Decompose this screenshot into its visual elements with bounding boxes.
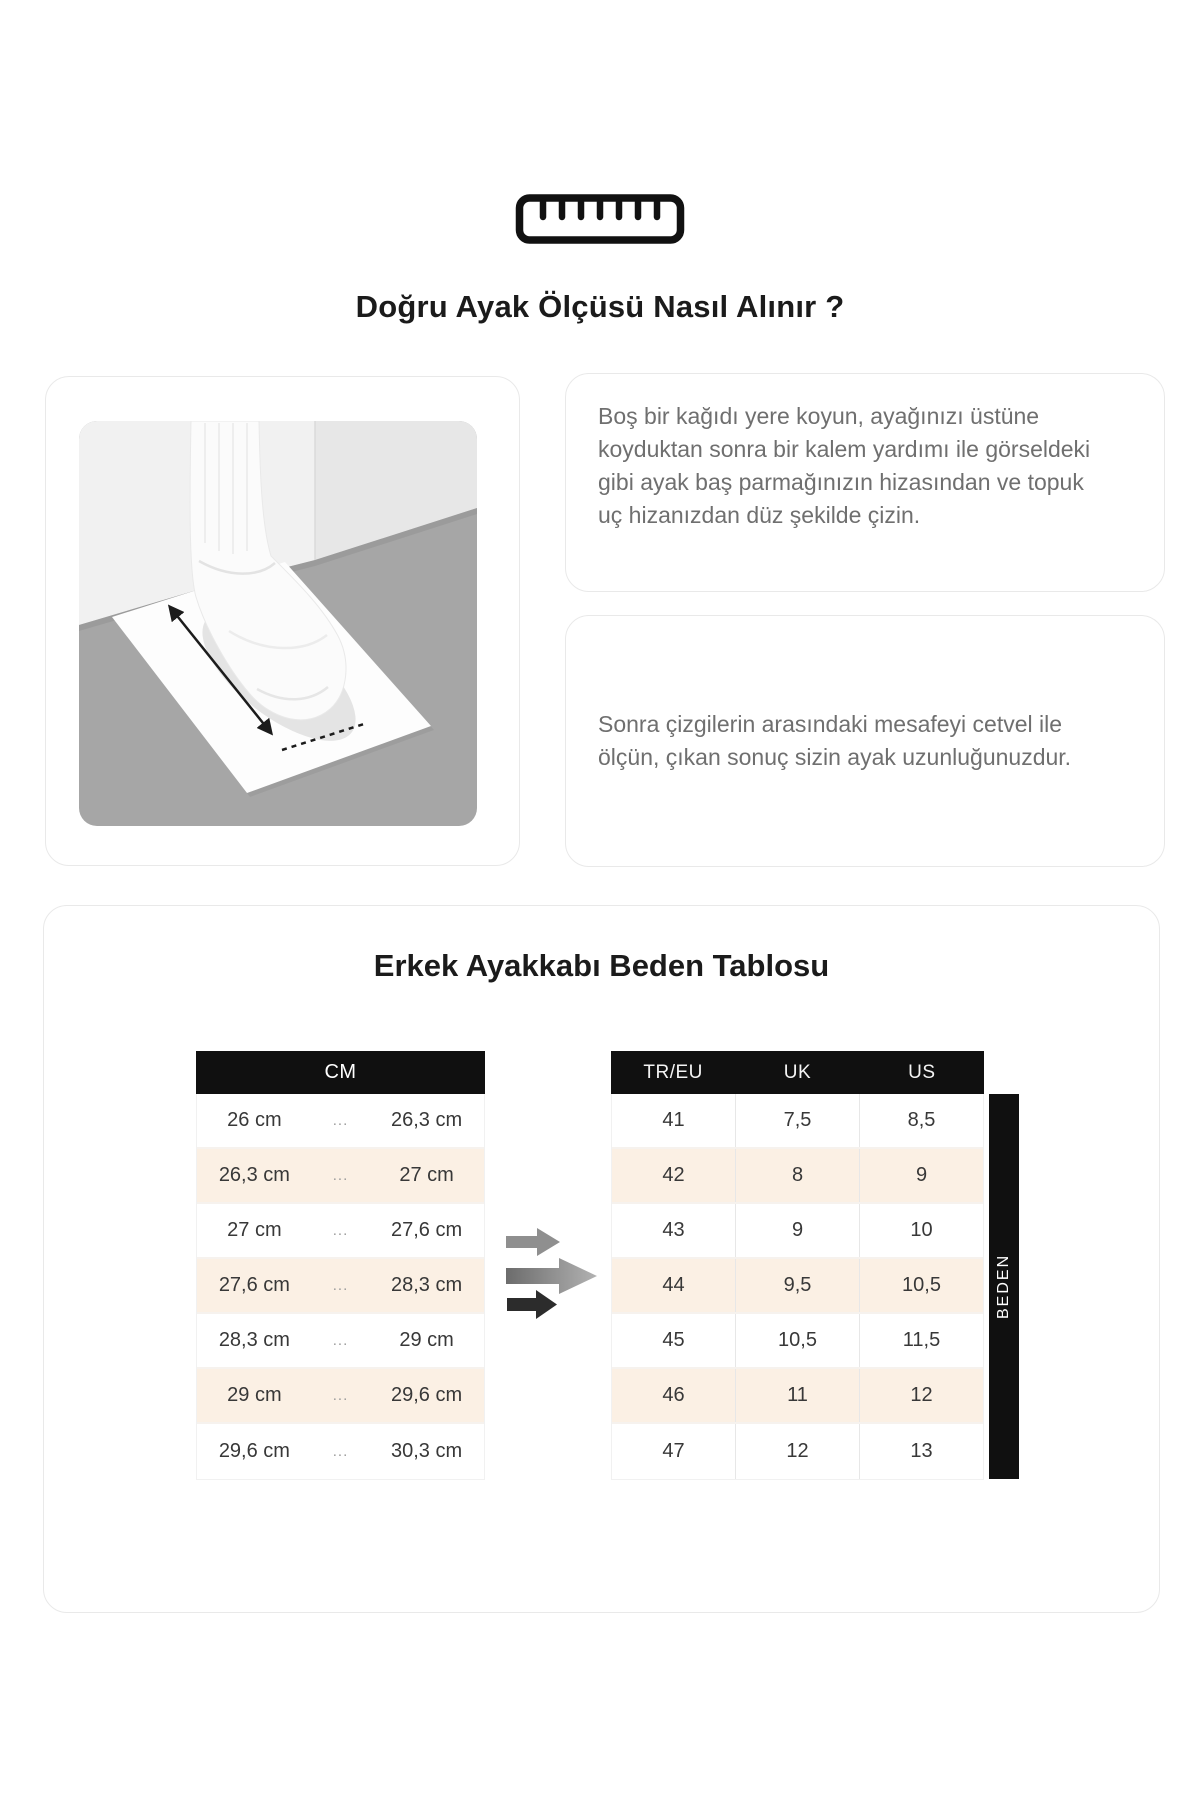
size-tr-eu: 43 xyxy=(662,1219,685,1241)
size-tr-eu: 42 xyxy=(662,1164,685,1186)
size-table-card xyxy=(43,905,1160,1613)
cm-range-to: 29,6 cm xyxy=(391,1384,463,1406)
size-row xyxy=(612,1259,983,1314)
foot-measurement-photo xyxy=(79,421,477,826)
cm-range-to: 27 cm xyxy=(399,1164,454,1186)
cm-range-separator: ... xyxy=(332,1332,349,1349)
size-row xyxy=(612,1424,983,1479)
cm-range-separator: ... xyxy=(332,1167,349,1184)
column-header-us: US xyxy=(908,1061,936,1083)
cm-table-body xyxy=(196,1094,485,1480)
size-row xyxy=(612,1369,983,1424)
size-us: 10,5 xyxy=(859,1259,983,1312)
column-header-tr-eu: TR/EU xyxy=(643,1061,703,1083)
size-conversion-table xyxy=(611,1051,984,1480)
cm-table-header: CM xyxy=(196,1051,485,1094)
measurement-photo-card xyxy=(45,376,520,866)
cm-range-from: 29 cm xyxy=(227,1384,282,1406)
size-us: 11,5 xyxy=(859,1314,983,1367)
cm-range-row xyxy=(197,1314,484,1369)
size-tr-eu: 41 xyxy=(662,1109,685,1131)
size-tr-eu: 47 xyxy=(662,1440,685,1462)
size-us: 13 xyxy=(859,1424,983,1479)
size-row xyxy=(612,1094,983,1149)
cm-range-from: 28,3 cm xyxy=(218,1329,290,1351)
size-tr-eu: 44 xyxy=(662,1274,685,1296)
size-us: 8,5 xyxy=(859,1094,983,1147)
cm-range-table xyxy=(196,1051,485,1480)
ruler-icon-wrap xyxy=(0,193,1200,245)
cm-range-separator: ... xyxy=(332,1387,349,1404)
size-row xyxy=(612,1314,983,1369)
beden-side-label: BEDEN xyxy=(989,1094,1019,1479)
cm-range-to: 28,3 cm xyxy=(391,1274,463,1296)
column-header-uk: UK xyxy=(783,1061,812,1083)
arrow-right-icon xyxy=(507,1286,559,1323)
cm-range-from: 27 cm xyxy=(227,1219,282,1241)
cm-range-to: 29 cm xyxy=(399,1329,454,1351)
size-uk: 7,5 xyxy=(735,1094,859,1147)
size-us: 12 xyxy=(859,1369,983,1422)
cm-range-to: 30,3 cm xyxy=(391,1440,463,1462)
ruler-icon xyxy=(515,193,685,245)
size-uk: 9 xyxy=(735,1204,859,1257)
instruction-step-2 xyxy=(565,615,1165,867)
size-uk: 11 xyxy=(735,1369,859,1422)
cm-range-row xyxy=(197,1259,484,1314)
cm-range-row xyxy=(197,1149,484,1204)
instruction-step-1 xyxy=(565,373,1165,592)
cm-range-to: 27,6 cm xyxy=(391,1219,463,1241)
size-table-title: Erkek Ayakkabı Beden Tablosu xyxy=(373,948,830,983)
cm-range-row xyxy=(197,1369,484,1424)
instruction-step-2-text: Sonra çizgilerin arasındaki mesafeyi cetvel ile ölçün, çıkan sonuç sizin ayak uzunluğunuzdur. xyxy=(598,711,1072,770)
size-tr-eu: 45 xyxy=(662,1329,685,1351)
size-row xyxy=(612,1204,983,1259)
size-uk: 8 xyxy=(735,1149,859,1202)
size-table-header-row xyxy=(611,1051,984,1094)
size-uk: 10,5 xyxy=(735,1314,859,1367)
cm-range-from: 26 cm xyxy=(227,1109,282,1131)
foot-on-paper-illustration xyxy=(79,421,477,826)
cm-range-separator: ... xyxy=(332,1222,349,1239)
cm-range-to: 26,3 cm xyxy=(391,1109,463,1131)
cm-range-row xyxy=(197,1424,484,1479)
size-us: 9 xyxy=(859,1149,983,1202)
cm-range-row xyxy=(197,1094,484,1149)
cm-range-separator: ... xyxy=(332,1443,349,1460)
cm-range-row xyxy=(197,1204,484,1259)
cm-range-from: 27,6 cm xyxy=(218,1274,290,1296)
cm-range-from: 29,6 cm xyxy=(218,1440,290,1462)
size-row xyxy=(612,1149,983,1204)
cm-range-separator: ... xyxy=(332,1112,349,1129)
size-table-body xyxy=(611,1094,984,1480)
page-title: Doğru Ayak Ölçüsü Nasıl Alınır ? xyxy=(355,289,845,324)
size-us: 10 xyxy=(859,1204,983,1257)
size-tr-eu: 46 xyxy=(662,1384,685,1406)
cm-range-from: 26,3 cm xyxy=(218,1164,290,1186)
size-uk: 9,5 xyxy=(735,1259,859,1312)
instruction-step-1-text: Boş bir kağıdı yere koyun, ayağınızı üstüne koyduktan sonra bir kalem yardımı ile görseldeki gibi ayak baş parmağınızın hizasından ve topuk uç hizanızdan düz şekilde çizin. xyxy=(598,403,1091,528)
size-uk: 12 xyxy=(735,1424,859,1479)
cm-range-separator: ... xyxy=(332,1277,349,1294)
